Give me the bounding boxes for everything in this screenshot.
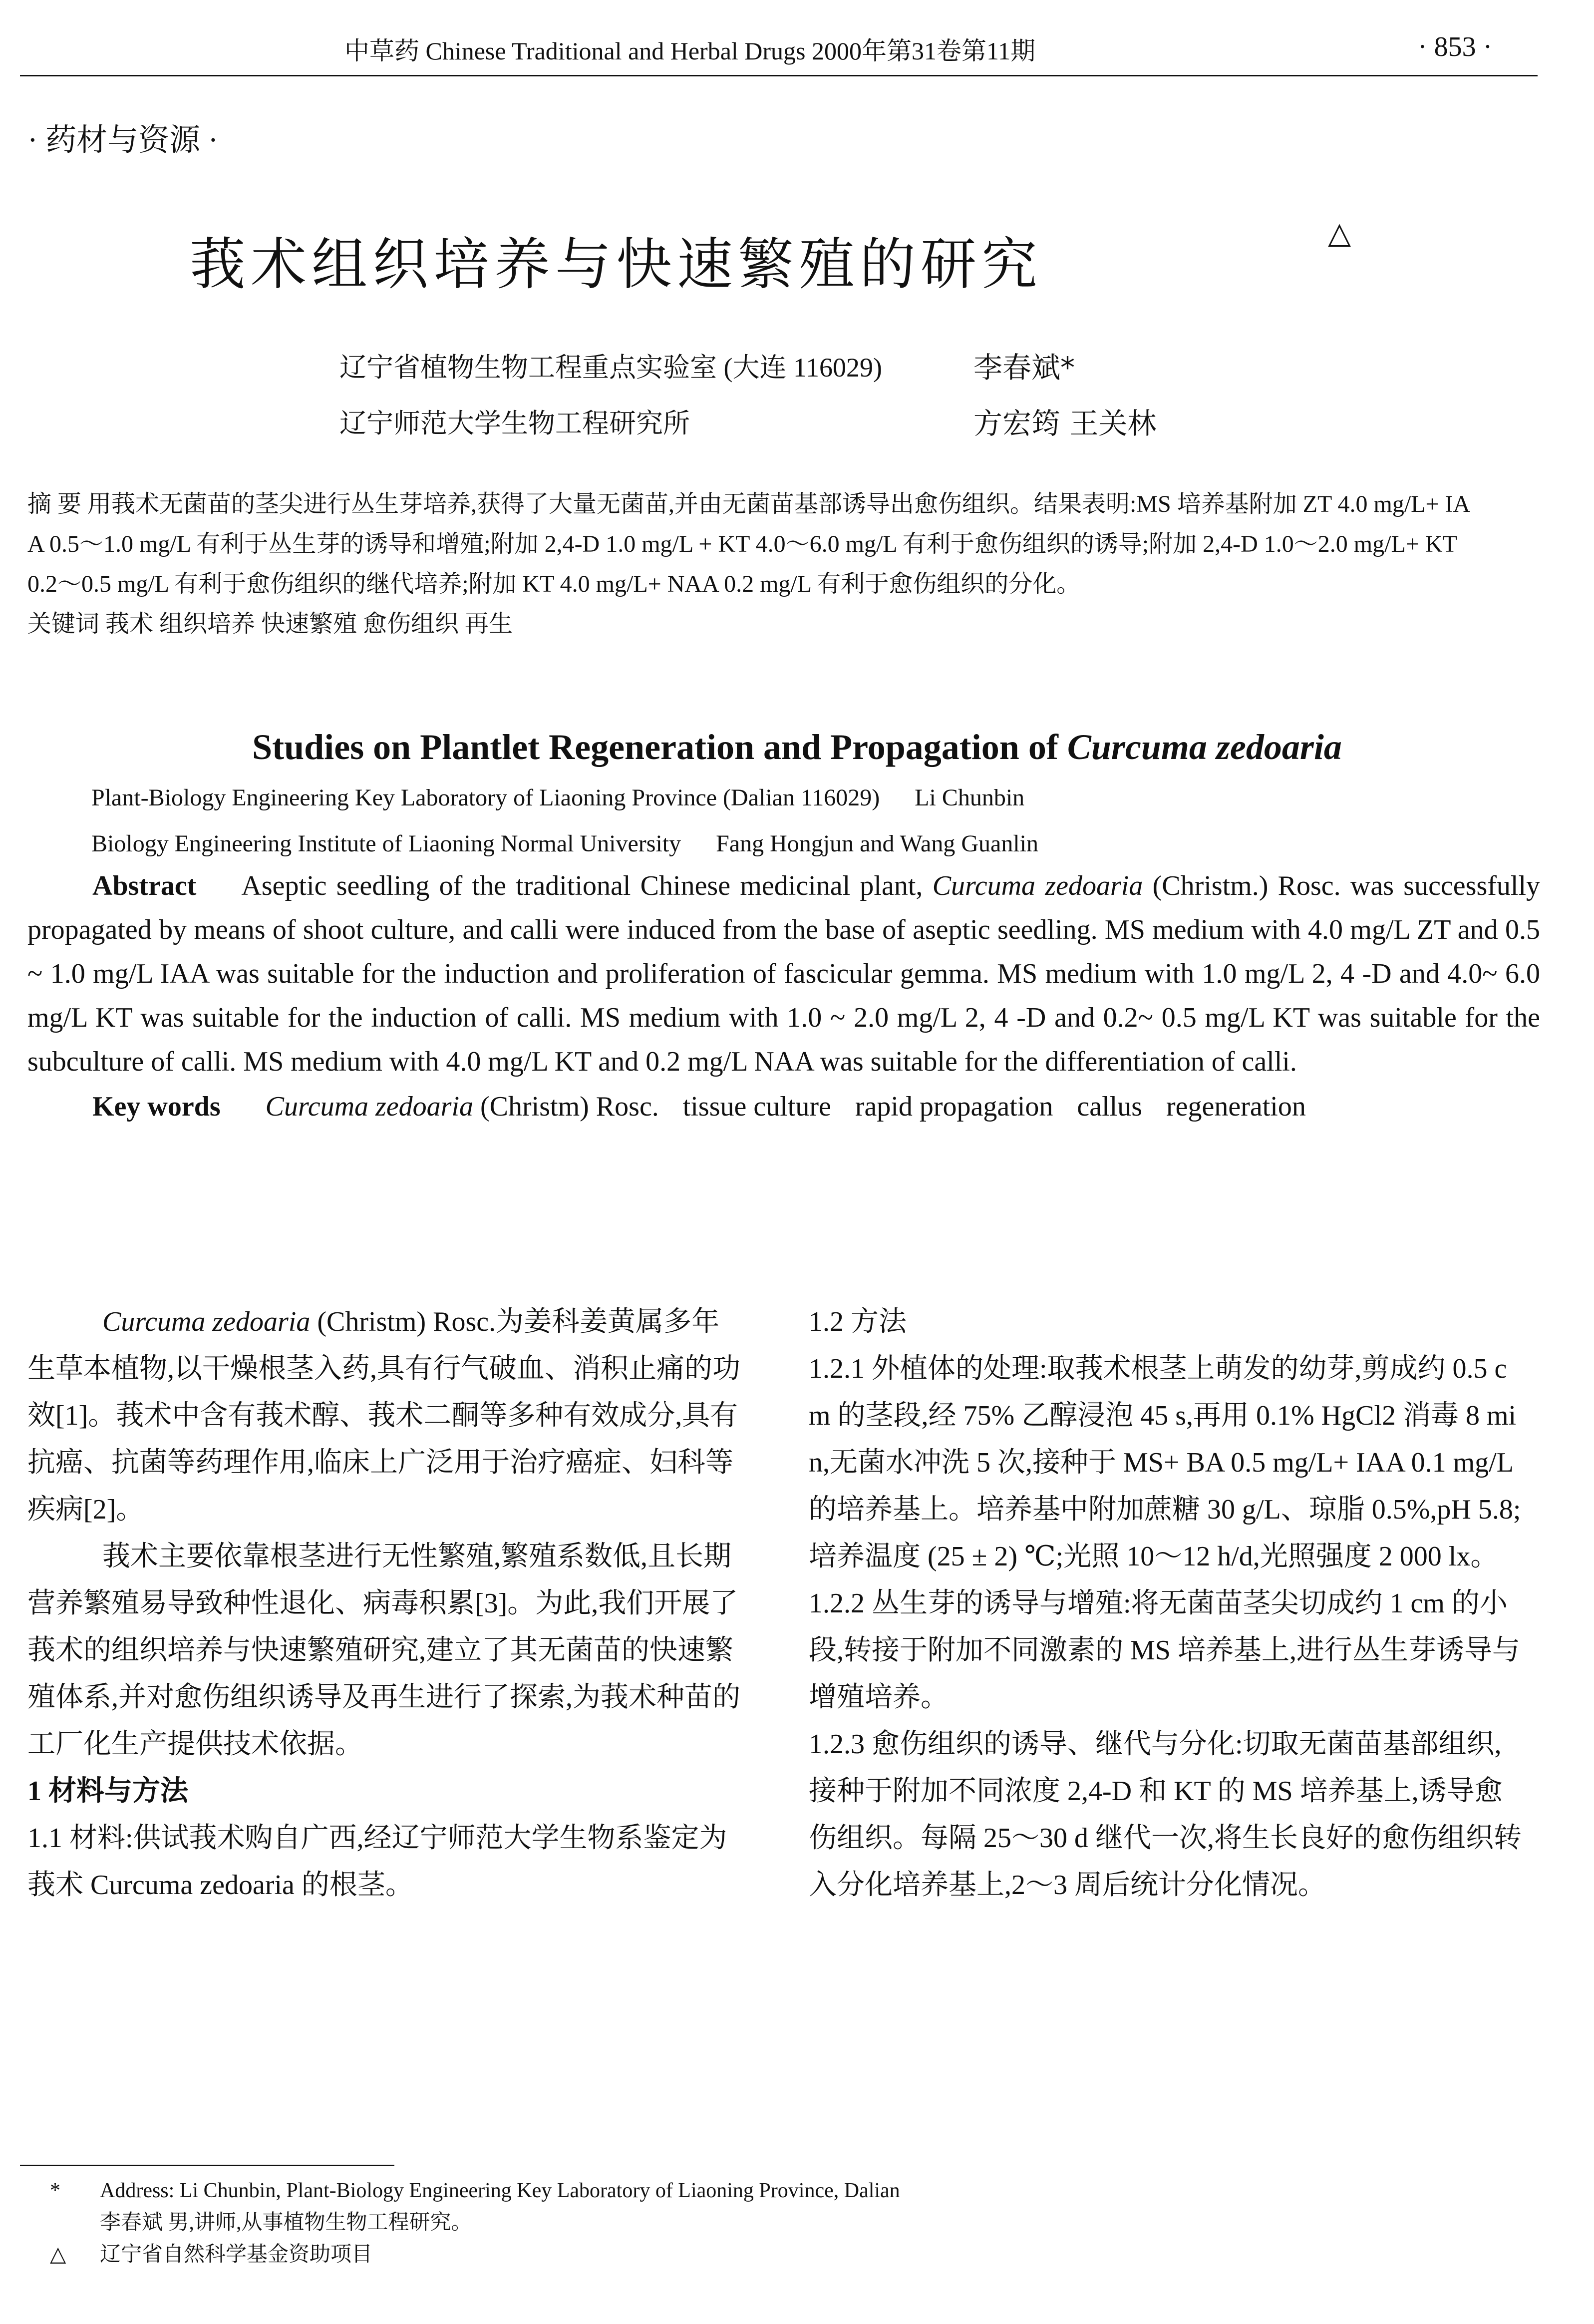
chinese-author-names: 方宏筠 王关林: [973, 406, 1157, 440]
abstract-text-pre: Aseptic seedling of the traditional Chinese medicinal plant,: [241, 870, 923, 901]
english-abstract-block: [27, 864, 1540, 1129]
footnotes: [50, 2175, 1248, 2271]
english-affiliations: [91, 775, 1489, 867]
chinese-author-line: [339, 395, 1288, 451]
english-title: [0, 727, 1594, 768]
keywords-label: Key words: [92, 1091, 221, 1122]
abstract-species: Curcuma zedoaria: [932, 870, 1143, 901]
footnote: [50, 2175, 1248, 2207]
english-affiliation: Biology Engineering Institute of Liaoning Normal University: [91, 830, 681, 857]
english-affiliation-line: [91, 775, 1489, 821]
abstract-label: Abstract: [92, 870, 197, 901]
body-species-author: (Christm) Rosc.: [317, 1306, 496, 1337]
chinese-title: 莪术组织培养与快速繁殖的研究: [190, 234, 1042, 296]
chinese-affiliation: 辽宁师范大学生物工程研究所: [339, 408, 690, 438]
keywords-species: Curcuma zedoaria: [265, 1091, 474, 1122]
english-keywords: [27, 1085, 1540, 1129]
section-heading: 1 材料与方法: [27, 1776, 188, 1807]
body-species: Curcuma zedoaria: [102, 1306, 311, 1337]
chinese-author-names: 李春斌*: [973, 351, 1075, 385]
footnote-mark: *: [50, 2179, 60, 2202]
footnote: [50, 2239, 1248, 2271]
footnote-mark: △: [50, 2243, 66, 2266]
journal-citation: 中草药 Chinese Traditional and Herbal Drugs 2000年第31卷第11期: [344, 37, 1036, 65]
body-paragraph: 1.2.2 丛生芽的诱导与增殖:将无菌苗茎尖切成约 1 cm 的小段,转接于附加不同激素的 MS 培养基上,进行丛生芽诱导与增殖培养。: [809, 1588, 1520, 1713]
english-title-species: Curcuma zedoaria: [1067, 727, 1342, 767]
section-heading: 1.2 方法: [809, 1306, 907, 1337]
keywords-species-author: (Christm) Rosc.: [480, 1091, 659, 1122]
footnote-text: 李春斌 男,讲师,从事植物生物工程研究。: [100, 2211, 472, 2234]
english-author: Li Chunbin: [915, 784, 1025, 811]
chinese-authors: [339, 340, 1288, 451]
footnote-text: Address: Li Chunbin, Plant-Biology Engineering Key Laboratory of Liaoning Province, Dalian: [100, 2179, 900, 2202]
chinese-author-line: [339, 340, 1288, 395]
body-paragraph: 1.2.3 愈伤组织的诱导、继代与分化:切取无菌苗基部组织,接种于附加不同浓度 2,4-D 和 KT 的 MS 培养基上,诱导愈伤组织。每隔 25～30 d 继代一次,将生长良好的愈伤组织转入分化培养基上,2～3 周后统计分化情况。: [809, 1729, 1522, 1901]
footnote: [50, 2207, 1248, 2239]
body-text: 为姜科姜黄属多年生草本植物,以干燥根茎入药,具有行气破血、消积止痛的功效[1]。莪术中含有莪术醇、莪术二酮等多种有效成分,具有抗癌、抗菌等药理作用,临床上广泛用于治疗癌症、妇科等疾病[2]。: [27, 1306, 740, 1525]
section-category: · 药材与资源 ·: [27, 123, 219, 157]
keyword-item: callus: [1077, 1091, 1143, 1122]
body-column-left: [27, 1298, 746, 1909]
footnote-rule: [20, 2165, 394, 2166]
funding-triangle-mark: △: [1328, 217, 1351, 250]
chinese-abstract-block: [27, 484, 1475, 644]
chinese-abstract: 摘 要 用莪术无菌苗的茎尖进行丛生芽培养,获得了大量无菌苗,并由无菌苗基部诱导出愈伤组织。结果表明:MS 培养基附加 ZT 4.0 mg/L+ IAA 0.5～1.0 mg/L 有利于丛生芽的诱导和增殖;附加 2,4-D 1.0 mg/L + KT 4.0～6.0 mg/L 有利于愈伤组织的诱导;附加 2,4-D 1.0～2.0 mg/L+ KT 0.2～0.5 mg/L 有利于愈伤组织的继代培养;附加 KT 4.0 mg/L+ NAA 0.2 mg/L 有利于愈伤组织的分化。: [27, 491, 1471, 597]
footnote-text: 辽宁省自然科学基金资助项目: [100, 2243, 373, 2266]
body-paragraph: 莪术主要依靠根茎进行无性繁殖,繁殖系数低,且长期营养繁殖易导致种性退化、病毒积累[3]。为此,我们开展了莪术的组织培养与快速繁殖研究,建立了其无菌苗的快速繁殖体系,并对愈伤组织诱导及再生进行了探索,为莪术种苗的工厂化生产提供技术依据。: [27, 1541, 740, 1760]
english-affiliation: Plant-Biology Engineering Key Laboratory of Liaoning Province (Dalian 116029): [91, 784, 880, 811]
page-number: · 853 ·: [1418, 31, 1493, 62]
header-rule: [20, 75, 1538, 76]
english-abstract: [27, 864, 1540, 1084]
english-title-text: Studies on Plantlet Regeneration and Propagation of: [252, 727, 1058, 767]
english-author: Fang Hongjun and Wang Guanlin: [716, 830, 1038, 857]
body-paragraph: [27, 1298, 746, 1533]
chinese-keywords: 关键词 莪术 组织培养 快速繁殖 愈伤组织 再生: [27, 611, 513, 637]
english-affiliation-line: [91, 821, 1489, 867]
body-paragraph: 1.2.1 外植体的处理:取莪术根茎上萌发的幼芽,剪成约 0.5 cm 的茎段,经 75% 乙醇浸泡 45 s,再用 0.1% HgCl2 消毒 8 min,无菌水冲洗 5 次,接种于 MS+ BA 0.5 mg/L+ IAA 0.1 mg/L 的培养基上。培养基中附加蔗糖 30 g/L、琼脂 0.5%,pH 5.8;培养温度 (25 ± 2) ℃;光照 10～12 h/d,光照强度 2 000 lx。: [809, 1353, 1521, 1572]
keyword-item: rapid propagation: [855, 1091, 1053, 1122]
keyword-item: regeneration: [1166, 1091, 1306, 1122]
chinese-affiliation: 辽宁省植物生物工程重点实验室 (大连 116029): [339, 353, 882, 383]
body-column-right: [809, 1298, 1528, 1909]
body-paragraph: 1.1 材料:供试莪术购自广西,经辽宁师范大学生物系鉴定为莪术 Curcuma zedoaria 的根茎。: [27, 1823, 727, 1901]
running-header: [0, 0, 1594, 80]
abstract-text-post: (Christm.) Rosc. was successfully propagated by means of shoot culture, and calli were induced from the base of aseptic seedling. MS medium with 4.0 mg/L ZT and 0.5 ~ 1.0 mg/L IAA was suitable for the induction and proliferation of fascicular gemma. MS medium with 1.0 mg/L 2, 4 -D and 4.0~ 6.0 mg/L KT was suitable for the induction of calli. MS medium with 1.0 ~ 2.0 mg/L 2, 4 -D and 0.2~ 0.5 mg/L KT was suitable for the subculture of calli. MS medium with 4.0 mg/L KT and 0.2 mg/L NAA was suitable for the differentiation of calli.: [27, 870, 1540, 1077]
keyword-item: tissue culture: [682, 1091, 831, 1122]
